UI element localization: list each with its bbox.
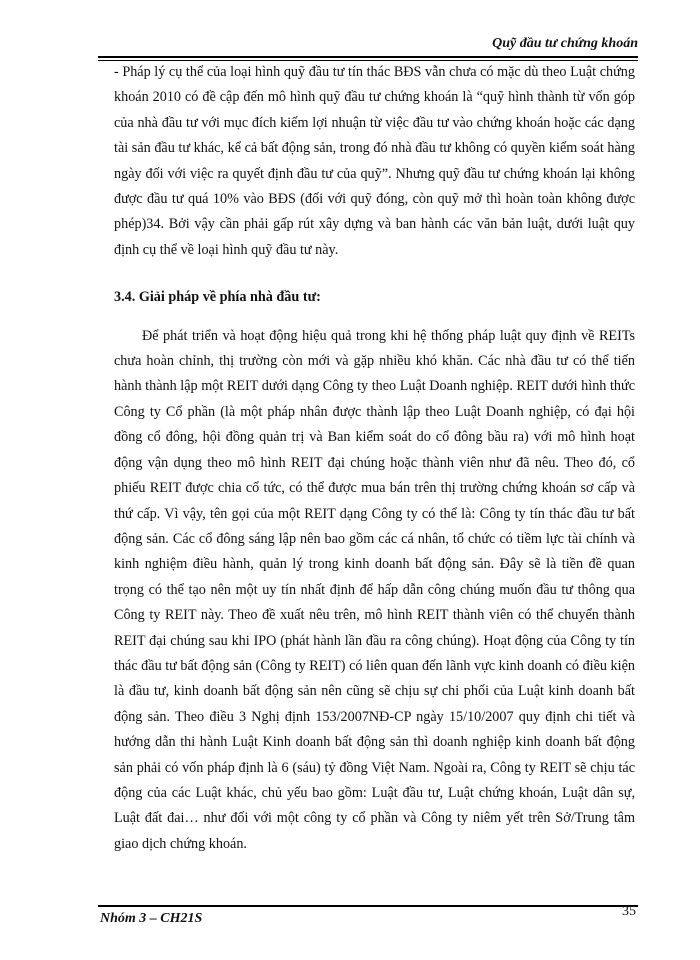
footer-rule xyxy=(98,905,638,907)
paragraph-legal-framework: - Pháp lý cụ thể của loại hình quỹ đầu tư tín thác BĐS vẫn chưa có mặc dù theo Luật chứng khoán 2010 có đề cập đến mô hình quỹ đầu tư chứng khoán là “quỹ hình thành từ vốn góp của nhà đầu tư với mục đích kiếm lợi nhuận từ việc đầu tư vào chứng khoán hoặc các dạng tài sản đầu tư khác, kể cả bất động sản, trong đó nhà đầu tư không có quyền kiểm soát hàng ngày đối với việc ra quyết định đầu tư của quỹ”. Nhưng quỹ đầu tư chứng khoán lại không được đầu tư quá 10% vào BĐS (đối với quỹ đóng, còn quỹ mở thì hoàn toàn không được phép)34. Bởi vậy cần phải gấp rút xây dựng và ban hành các văn bản luật, dưới luật quy định cụ thể về loại hình quỹ đầu tư này. xyxy=(114,64,635,258)
section-heading: 3.4. Giải pháp về phía nhà đầu tư: xyxy=(114,289,321,306)
page-header-title: Quỹ đầu tư chứng khoán xyxy=(492,36,638,51)
paragraph-investor-solutions: Để phát triển và hoạt động hiệu quả trong khi hệ thống pháp luật quy định về REITs chưa hoàn chỉnh, thị trường còn mới và gặp nhiều khó khăn. Các nhà đầu tư có thể tiến hành thành lập một REIT dưới dạng Công ty theo Luật Doanh nghiệp. REIT dưới hình thức Công ty Cổ phần (là một pháp nhân được thành lập theo Luật Doanh nghiệp, có đại hội đồng cổ đông, hội đồng quản trị và Ban kiểm soát do cổ đông bầu ra) với mô hình hoạt động vận dụng theo mô hình REIT đại chúng hoặc thành viên như đã nêu. Theo đó, cổ phiếu REIT được chia cổ tức, có thể được mua bán trên thị trường chứng khoán sơ cấp và thứ cấp. Vì vậy, tên gọi của một REIT dạng Công ty có thể là: Công ty tín thác đầu tư bất động sản. Các cổ đông sáng lập nên bao gồm các cá nhân, tổ chức có tiềm lực tài chính và kinh nghiệm điều hành, quản lý trong kinh doanh bất động sản. Đây sẽ là tiền đề quan trọng có thể tạo nên một uy tín nhất định để hấp dẫn công chúng muốn đầu tư thông qua Công ty REIT này. Theo đề xuất nêu trên, mô hình REIT thành viên có thể chuyển thành REIT đại chúng sau khi IPO (phát hành lần đầu ra công chúng). Hoạt động của Công ty tín thác đầu tư bất động sản (Công ty REIT) có liên quan đến lãnh vực kinh doanh có điều kiện là đầu tư, kinh doanh bất động sản nên cũng sẽ chịu sự chi phối của Luật kinh doanh bất động sản. Theo điều 3 Nghị định 153/2007NĐ-CP ngày 15/10/2007 quy định chi tiết và hướng dẫn thi hành Luật Kinh doanh bất động sản thì doanh nghiệp kinh doanh bất động sản phải có vốn pháp định là 6 (sáu) tỷ đồng Việt Nam. Ngoài ra, Công ty REIT sẽ chịu tác động của các Luật khác, chủ yếu bao gồm: Luật đầu tư, Luật chứng khoán, Luật dân sự, Luật đất đai… như đối với một công ty cổ phần và Công ty niêm yết trên Sở/Trung tâm giao dịch chứng khoán. xyxy=(114,327,635,852)
page-number: 35 xyxy=(622,904,636,919)
footer-group-label: Nhóm 3 – CH21S xyxy=(100,911,203,926)
page-content xyxy=(114,60,635,857)
